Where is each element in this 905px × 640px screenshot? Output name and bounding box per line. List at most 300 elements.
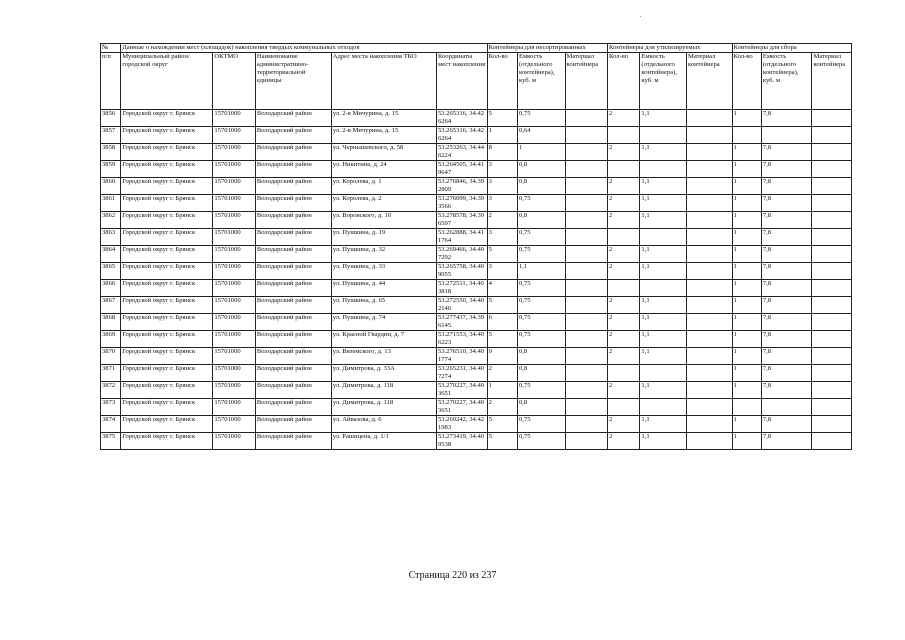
cell-count-unsorted: 3 — [487, 263, 517, 280]
cell-volume-recyclable: 1,1 — [640, 331, 687, 348]
cell-count-unsorted: 5 — [487, 246, 517, 263]
cell-oktmo: 15701000 — [213, 331, 256, 348]
cell-material-collection — [812, 144, 852, 161]
cell-count-recyclable — [608, 280, 640, 297]
cell-coordinates: 53.269242, 34.421983 — [436, 416, 487, 433]
cell-material-collection — [812, 365, 852, 382]
cell-count-recyclable: 2 — [608, 195, 640, 212]
cell-material-recyclable — [686, 178, 732, 195]
cell-volume-collection: 7,8 — [761, 161, 812, 178]
cell-admin-unit: Володарский район — [255, 263, 331, 280]
cell-material-collection — [812, 382, 852, 399]
cell-oktmo: 15701000 — [213, 195, 256, 212]
cell-volume-recyclable: 1,1 — [640, 314, 687, 331]
cell-volume-collection: 7,8 — [761, 297, 812, 314]
cell-volume-collection: 7,8 — [761, 263, 812, 280]
cell-material-unsorted — [565, 212, 608, 229]
cell-admin-unit: Володарский район — [255, 212, 331, 229]
cell-row-number: 3870 — [101, 348, 121, 365]
cell-oktmo: 15701000 — [213, 161, 256, 178]
cell-oktmo: 15701000 — [213, 144, 256, 161]
cell-volume-unsorted: 0,75 — [517, 433, 565, 450]
cell-admin-unit: Володарский район — [255, 348, 331, 365]
cell-row-number: 3872 — [101, 382, 121, 399]
cell-material-recyclable — [686, 297, 732, 314]
cell-material-collection — [812, 110, 852, 127]
cell-address: ул. Димитрова, д. 118 — [331, 399, 436, 416]
header-num-bottom: п/п — [101, 53, 121, 110]
cell-count-recyclable: 2 — [608, 331, 640, 348]
cell-oktmo: 15701000 — [213, 314, 256, 331]
cell-volume-recyclable: 1,1 — [640, 348, 687, 365]
cell-volume-unsorted: 0,8 — [517, 178, 565, 195]
cell-municipality: Городской округ г. Брянск — [121, 127, 213, 144]
table-row — [101, 127, 852, 144]
cell-row-number: 3857 — [101, 127, 121, 144]
cell-material-unsorted — [565, 127, 608, 144]
cell-material-recyclable — [686, 314, 732, 331]
cell-count-collection: 1 — [732, 382, 761, 399]
header-coordinates: Координаты мест накопления — [436, 53, 487, 110]
cell-count-recyclable: 2 — [608, 433, 640, 450]
cell-municipality: Городской округ г. Брянск — [121, 144, 213, 161]
table-row — [101, 229, 852, 246]
cell-material-unsorted — [565, 399, 608, 416]
cell-material-collection — [812, 280, 852, 297]
cell-material-recyclable — [686, 433, 732, 450]
cell-row-number: 3867 — [101, 297, 121, 314]
cell-count-recyclable: 2 — [608, 348, 640, 365]
cell-volume-unsorted: 0,8 — [517, 161, 565, 178]
cell-count-unsorted: 5 — [487, 433, 517, 450]
cell-municipality: Городской округ г. Брянск — [121, 297, 213, 314]
cell-volume-collection: 7,8 — [761, 280, 812, 297]
table-row — [101, 144, 852, 161]
cell-admin-unit: Володарский район — [255, 382, 331, 399]
cell-oktmo: 15701000 — [213, 229, 256, 246]
cell-material-unsorted — [565, 416, 608, 433]
table-row — [101, 433, 852, 450]
scan-speck — [640, 16, 641, 17]
cell-admin-unit: Володарский район — [255, 161, 331, 178]
cell-material-recyclable — [686, 348, 732, 365]
cell-volume-unsorted: 1 — [517, 144, 565, 161]
cell-count-recyclable: 2 — [608, 416, 640, 433]
cell-count-unsorted: 2 — [487, 212, 517, 229]
cell-count-collection: 1 — [732, 331, 761, 348]
cell-count-recyclable — [608, 365, 640, 382]
cell-municipality: Городской округ г. Брянск — [121, 195, 213, 212]
cell-admin-unit: Володарский район — [255, 314, 331, 331]
cell-count-recyclable — [608, 399, 640, 416]
cell-coordinates: 53.276846, 34.392809 — [436, 178, 487, 195]
cell-coordinates: 53.269466, 34.407292 — [436, 246, 487, 263]
cell-oktmo: 15701000 — [213, 433, 256, 450]
cell-volume-unsorted: 0,8 — [517, 212, 565, 229]
cell-count-collection: 1 — [732, 161, 761, 178]
cell-volume-collection: 7,8 — [761, 212, 812, 229]
cell-address: ул. 2-я Мичурина, д. 15 — [331, 110, 436, 127]
cell-material-unsorted — [565, 331, 608, 348]
cell-material-recyclable — [686, 280, 732, 297]
cell-admin-unit: Володарский район — [255, 416, 331, 433]
header-group-collection: Контейнеры для сбора — [732, 44, 851, 53]
cell-material-recyclable — [686, 331, 732, 348]
cell-volume-collection: 7,8 — [761, 144, 812, 161]
cell-address: ул. Красной Гвардии, д. 7 — [331, 331, 436, 348]
cell-material-collection — [812, 433, 852, 450]
table-row — [101, 297, 852, 314]
cell-volume-recyclable — [640, 127, 687, 144]
cell-count-collection: 1 — [732, 297, 761, 314]
header-volume-collection: Емкость (отдельного контейнера), куб. м — [761, 53, 812, 110]
cell-count-collection: 1 — [732, 246, 761, 263]
cell-volume-collection: 7,8 — [761, 314, 812, 331]
cell-volume-unsorted: 0,75 — [517, 195, 565, 212]
table-row — [101, 212, 852, 229]
cell-material-collection — [812, 195, 852, 212]
cell-volume-recyclable: 1,1 — [640, 433, 687, 450]
cell-material-recyclable — [686, 246, 732, 263]
cell-row-number: 3871 — [101, 365, 121, 382]
cell-oktmo: 15701000 — [213, 246, 256, 263]
cell-count-unsorted: 5 — [487, 331, 517, 348]
cell-address: ул. Воровского, д. 10 — [331, 212, 436, 229]
cell-count-unsorted: 6 — [487, 314, 517, 331]
cell-count-collection: 1 — [732, 178, 761, 195]
cell-row-number: 3868 — [101, 314, 121, 331]
cell-volume-unsorted: 0,75 — [517, 314, 565, 331]
cell-address: ул. Чернышевского, д. 58 — [331, 144, 436, 161]
cell-material-recyclable — [686, 382, 732, 399]
header-volume-recyclable: Емкость (отдельного контейнера), куб. м — [640, 53, 687, 110]
cell-material-collection — [812, 246, 852, 263]
cell-material-collection — [812, 229, 852, 246]
cell-material-collection — [812, 331, 852, 348]
cell-admin-unit: Володарский район — [255, 144, 331, 161]
cell-volume-recyclable — [640, 161, 687, 178]
table-row — [101, 263, 852, 280]
cell-municipality: Городской округ г. Брянск — [121, 348, 213, 365]
cell-volume-recyclable: 1,1 — [640, 195, 687, 212]
cell-admin-unit: Володарский район — [255, 280, 331, 297]
cell-coordinates: 53.253263, 34.446224 — [436, 144, 487, 161]
cell-oktmo: 15701000 — [213, 127, 256, 144]
cell-row-number: 3863 — [101, 229, 121, 246]
cell-count-collection: 1 — [732, 314, 761, 331]
cell-coordinates: 53.265316, 34.426264 — [436, 110, 487, 127]
cell-municipality: Городской округ г. Брянск — [121, 178, 213, 195]
cell-material-recyclable — [686, 399, 732, 416]
table-row — [101, 246, 852, 263]
cell-oktmo: 15701000 — [213, 263, 256, 280]
cell-count-unsorted: 5 — [487, 110, 517, 127]
table-row — [101, 161, 852, 178]
cell-volume-collection: 7,8 — [761, 110, 812, 127]
cell-address: ул. Рашицена, д. 1/1 — [331, 433, 436, 450]
page-number: Страница 220 из 237 — [408, 570, 497, 581]
header-group-site-data: Данные о нахождении мест (площадок) накопления твердых коммунальных отходов — [121, 44, 487, 53]
cell-material-collection — [812, 399, 852, 416]
cell-count-collection: 1 — [732, 348, 761, 365]
header-count-recyclable: Кол-во — [608, 53, 640, 110]
cell-row-number: 3856 — [101, 110, 121, 127]
cell-volume-recyclable — [640, 280, 687, 297]
cell-count-unsorted: 3 — [487, 229, 517, 246]
cell-row-number: 3874 — [101, 416, 121, 433]
cell-material-recyclable — [686, 416, 732, 433]
cell-volume-unsorted: 1,1 — [517, 263, 565, 280]
cell-volume-collection — [761, 399, 812, 416]
cell-address: ул. Никитина, д. 24 — [331, 161, 436, 178]
cell-admin-unit: Володарский район — [255, 229, 331, 246]
cell-count-collection: 1 — [732, 433, 761, 450]
cell-municipality: Городской округ г. Брянск — [121, 382, 213, 399]
cell-material-unsorted — [565, 144, 608, 161]
cell-material-recyclable — [686, 110, 732, 127]
cell-count-collection: 1 — [732, 280, 761, 297]
cell-count-recyclable: 2 — [608, 314, 640, 331]
cell-address: ул. Королева, д. 1 — [331, 178, 436, 195]
cell-material-recyclable — [686, 365, 732, 382]
cell-coordinates: 53.265316, 34.426264 — [436, 127, 487, 144]
cell-municipality: Городской округ г. Брянск — [121, 212, 213, 229]
cell-volume-recyclable: 1,1 — [640, 246, 687, 263]
cell-volume-collection: 7,8 — [761, 178, 812, 195]
cell-address: ул. Айвазова, д. 6 — [331, 416, 436, 433]
cell-admin-unit: Володарский район — [255, 399, 331, 416]
cell-row-number: 3860 — [101, 178, 121, 195]
cell-volume-collection: 7,8 — [761, 433, 812, 450]
cell-material-recyclable — [686, 144, 732, 161]
cell-material-collection — [812, 297, 852, 314]
cell-material-collection — [812, 161, 852, 178]
cell-volume-collection: 7,8 — [761, 195, 812, 212]
table-row — [101, 331, 852, 348]
cell-coordinates: 53.271553, 34.406223 — [436, 331, 487, 348]
cell-volume-unsorted: 0,75 — [517, 229, 565, 246]
cell-volume-unsorted: 0,75 — [517, 280, 565, 297]
cell-oktmo: 15701000 — [213, 280, 256, 297]
cell-admin-unit: Володарский район — [255, 195, 331, 212]
cell-material-unsorted — [565, 195, 608, 212]
cell-municipality: Городской округ г. Брянск — [121, 246, 213, 263]
cell-material-unsorted — [565, 280, 608, 297]
cell-admin-unit: Володарский район — [255, 297, 331, 314]
cell-count-unsorted: 4 — [487, 280, 517, 297]
cell-material-unsorted — [565, 178, 608, 195]
cell-municipality: Городской округ г. Брянск — [121, 399, 213, 416]
cell-coordinates: 53.265758, 34.409055 — [436, 263, 487, 280]
table-row — [101, 382, 852, 399]
cell-count-collection: 1 — [732, 195, 761, 212]
header-group-recyclable: Контейнеры для утилизируемых — [608, 44, 732, 53]
cell-address: ул. Пушкина, д. 74 — [331, 314, 436, 331]
cell-municipality: Городской округ г. Брянск — [121, 416, 213, 433]
cell-coordinates: 53.265231, 34.407274 — [436, 365, 487, 382]
table-row — [101, 195, 852, 212]
cell-municipality: Городской округ г. Брянск — [121, 280, 213, 297]
cell-row-number: 3862 — [101, 212, 121, 229]
cell-municipality: Городской округ г. Брянск — [121, 263, 213, 280]
cell-volume-unsorted: 0,8 — [517, 348, 565, 365]
header-municipality: Муниципальный район/городской округ — [121, 53, 213, 110]
cell-count-collection — [732, 127, 761, 144]
cell-material-unsorted — [565, 161, 608, 178]
cell-municipality: Городской округ г. Брянск — [121, 229, 213, 246]
cell-municipality: Городской округ г. Брянск — [121, 314, 213, 331]
cell-coordinates: 53.270227, 34.403651 — [436, 399, 487, 416]
table-row — [101, 399, 852, 416]
cell-count-unsorted: 8 — [487, 144, 517, 161]
cell-count-recyclable: 2 — [608, 246, 640, 263]
cell-count-collection: 1 — [732, 365, 761, 382]
cell-count-recyclable: 2 — [608, 144, 640, 161]
cell-oktmo: 15701000 — [213, 382, 256, 399]
cell-material-unsorted — [565, 382, 608, 399]
cell-count-unsorted: 5 — [487, 416, 517, 433]
cell-coordinates: 53.276510, 34.401774 — [436, 348, 487, 365]
cell-count-collection: 1 — [732, 144, 761, 161]
cell-address: ул. 2-я Мичурина, д. 15 — [331, 127, 436, 144]
cell-volume-collection — [761, 127, 812, 144]
cell-count-recyclable: 2 — [608, 263, 640, 280]
cell-coordinates: 53.278578, 34.396597 — [436, 212, 487, 229]
header-admin-unit: Наименование административно-территориальной единицы — [255, 53, 331, 110]
header-count-unsorted: Кол-во — [487, 53, 517, 110]
table-row — [101, 348, 852, 365]
cell-volume-recyclable: 1,1 — [640, 416, 687, 433]
cell-material-recyclable — [686, 229, 732, 246]
cell-volume-recyclable: 1,1 — [640, 382, 687, 399]
cell-material-collection — [812, 212, 852, 229]
cell-address: ул. Пушкина, д. 19 — [331, 229, 436, 246]
cell-address: ул. Вяземского, д. 13 — [331, 348, 436, 365]
cell-coordinates: 53.277437, 34.396145 — [436, 314, 487, 331]
cell-oktmo: 15701000 — [213, 178, 256, 195]
cell-coordinates: 53.264505, 34.419647 — [436, 161, 487, 178]
cell-oktmo: 15701000 — [213, 297, 256, 314]
cell-material-unsorted — [565, 314, 608, 331]
cell-count-collection: 1 — [732, 416, 761, 433]
cell-material-collection — [812, 263, 852, 280]
cell-count-unsorted: 2 — [487, 365, 517, 382]
cell-oktmo: 15701000 — [213, 348, 256, 365]
header-count-collection: Кол-во — [732, 53, 761, 110]
cell-count-recyclable — [608, 161, 640, 178]
cell-row-number: 3866 — [101, 280, 121, 297]
cell-volume-unsorted: 0,8 — [517, 365, 565, 382]
cell-address: ул. Пушкина, д. 44 — [331, 280, 436, 297]
cell-material-unsorted — [565, 246, 608, 263]
header-num-top: № — [101, 44, 121, 53]
cell-oktmo: 15701000 — [213, 399, 256, 416]
cell-volume-recyclable — [640, 399, 687, 416]
cell-material-unsorted — [565, 229, 608, 246]
cell-count-recyclable: 2 — [608, 212, 640, 229]
cell-admin-unit: Володарский район — [255, 110, 331, 127]
cell-municipality: Городской округ г. Брянск — [121, 110, 213, 127]
header-address: Адрес места накопления ТКО — [331, 53, 436, 110]
cell-volume-recyclable: 1,1 — [640, 110, 687, 127]
cell-volume-unsorted: 0,75 — [517, 331, 565, 348]
cell-row-number: 3865 — [101, 263, 121, 280]
cell-count-recyclable: 2 — [608, 110, 640, 127]
cell-material-unsorted — [565, 433, 608, 450]
cell-row-number: 3858 — [101, 144, 121, 161]
cell-count-collection — [732, 399, 761, 416]
cell-address: ул. Королева, д. 2 — [331, 195, 436, 212]
cell-count-unsorted: 3 — [487, 161, 517, 178]
header-oktmo: ОКТМО — [213, 53, 256, 110]
cell-volume-collection: 7,8 — [761, 331, 812, 348]
cell-oktmo: 15701000 — [213, 110, 256, 127]
cell-material-collection — [812, 314, 852, 331]
table-body — [101, 110, 852, 450]
waste-sites-table — [100, 43, 852, 450]
cell-address: ул. Димитрова, д. 118 — [331, 382, 436, 399]
cell-material-recyclable — [686, 161, 732, 178]
cell-coordinates: 53.276099, 34.393566 — [436, 195, 487, 212]
cell-volume-recyclable: 1,1 — [640, 178, 687, 195]
cell-volume-unsorted: 0,75 — [517, 297, 565, 314]
cell-admin-unit: Володарский район — [255, 365, 331, 382]
cell-count-unsorted: 3 — [487, 178, 517, 195]
cell-address: ул. Пушкина, д. 32 — [331, 246, 436, 263]
cell-address: ул. Димитрова, д. 33А — [331, 365, 436, 382]
cell-volume-unsorted: 0,75 — [517, 110, 565, 127]
cell-volume-recyclable: 1,1 — [640, 263, 687, 280]
cell-count-recyclable — [608, 229, 640, 246]
cell-row-number: 3875 — [101, 433, 121, 450]
cell-coordinates: 53.270227, 34.403651 — [436, 382, 487, 399]
cell-row-number: 3859 — [101, 161, 121, 178]
cell-volume-collection: 7,8 — [761, 229, 812, 246]
cell-count-collection: 1 — [732, 263, 761, 280]
cell-address: ул. Пушкина, д. 33 — [331, 263, 436, 280]
cell-count-recyclable: 2 — [608, 297, 640, 314]
cell-volume-recyclable: 1,1 — [640, 212, 687, 229]
cell-volume-collection: 7,8 — [761, 416, 812, 433]
cell-volume-collection: 7,8 — [761, 348, 812, 365]
cell-volume-unsorted: 0,75 — [517, 382, 565, 399]
cell-coordinates: 53.262888, 34.411764 — [436, 229, 487, 246]
cell-municipality: Городской округ г. Брянск — [121, 331, 213, 348]
cell-material-unsorted — [565, 110, 608, 127]
cell-count-recyclable — [608, 127, 640, 144]
cell-row-number: 3861 — [101, 195, 121, 212]
cell-municipality: Городской округ г. Брянск — [121, 161, 213, 178]
cell-volume-unsorted: 0,75 — [517, 416, 565, 433]
cell-oktmo: 15701000 — [213, 365, 256, 382]
cell-material-unsorted — [565, 297, 608, 314]
cell-material-recyclable — [686, 212, 732, 229]
cell-municipality: Городской округ г. Брянск — [121, 365, 213, 382]
cell-admin-unit: Володарский район — [255, 433, 331, 450]
cell-admin-unit: Володарский район — [255, 246, 331, 263]
cell-oktmo: 15701000 — [213, 416, 256, 433]
header-volume-unsorted: Емкость (отдельного контейнера), куб. м — [517, 53, 565, 110]
header-material-collection: Материал контейнера — [812, 53, 852, 110]
cell-municipality: Городской округ г. Брянск — [121, 433, 213, 450]
cell-material-recyclable — [686, 127, 732, 144]
cell-count-recyclable: 2 — [608, 178, 640, 195]
cell-count-unsorted: 2 — [487, 399, 517, 416]
header-group-unsorted: Контейнеры для несортированных — [487, 44, 607, 53]
cell-material-recyclable — [686, 263, 732, 280]
cell-volume-recyclable: 1,1 — [640, 144, 687, 161]
cell-row-number: 3873 — [101, 399, 121, 416]
